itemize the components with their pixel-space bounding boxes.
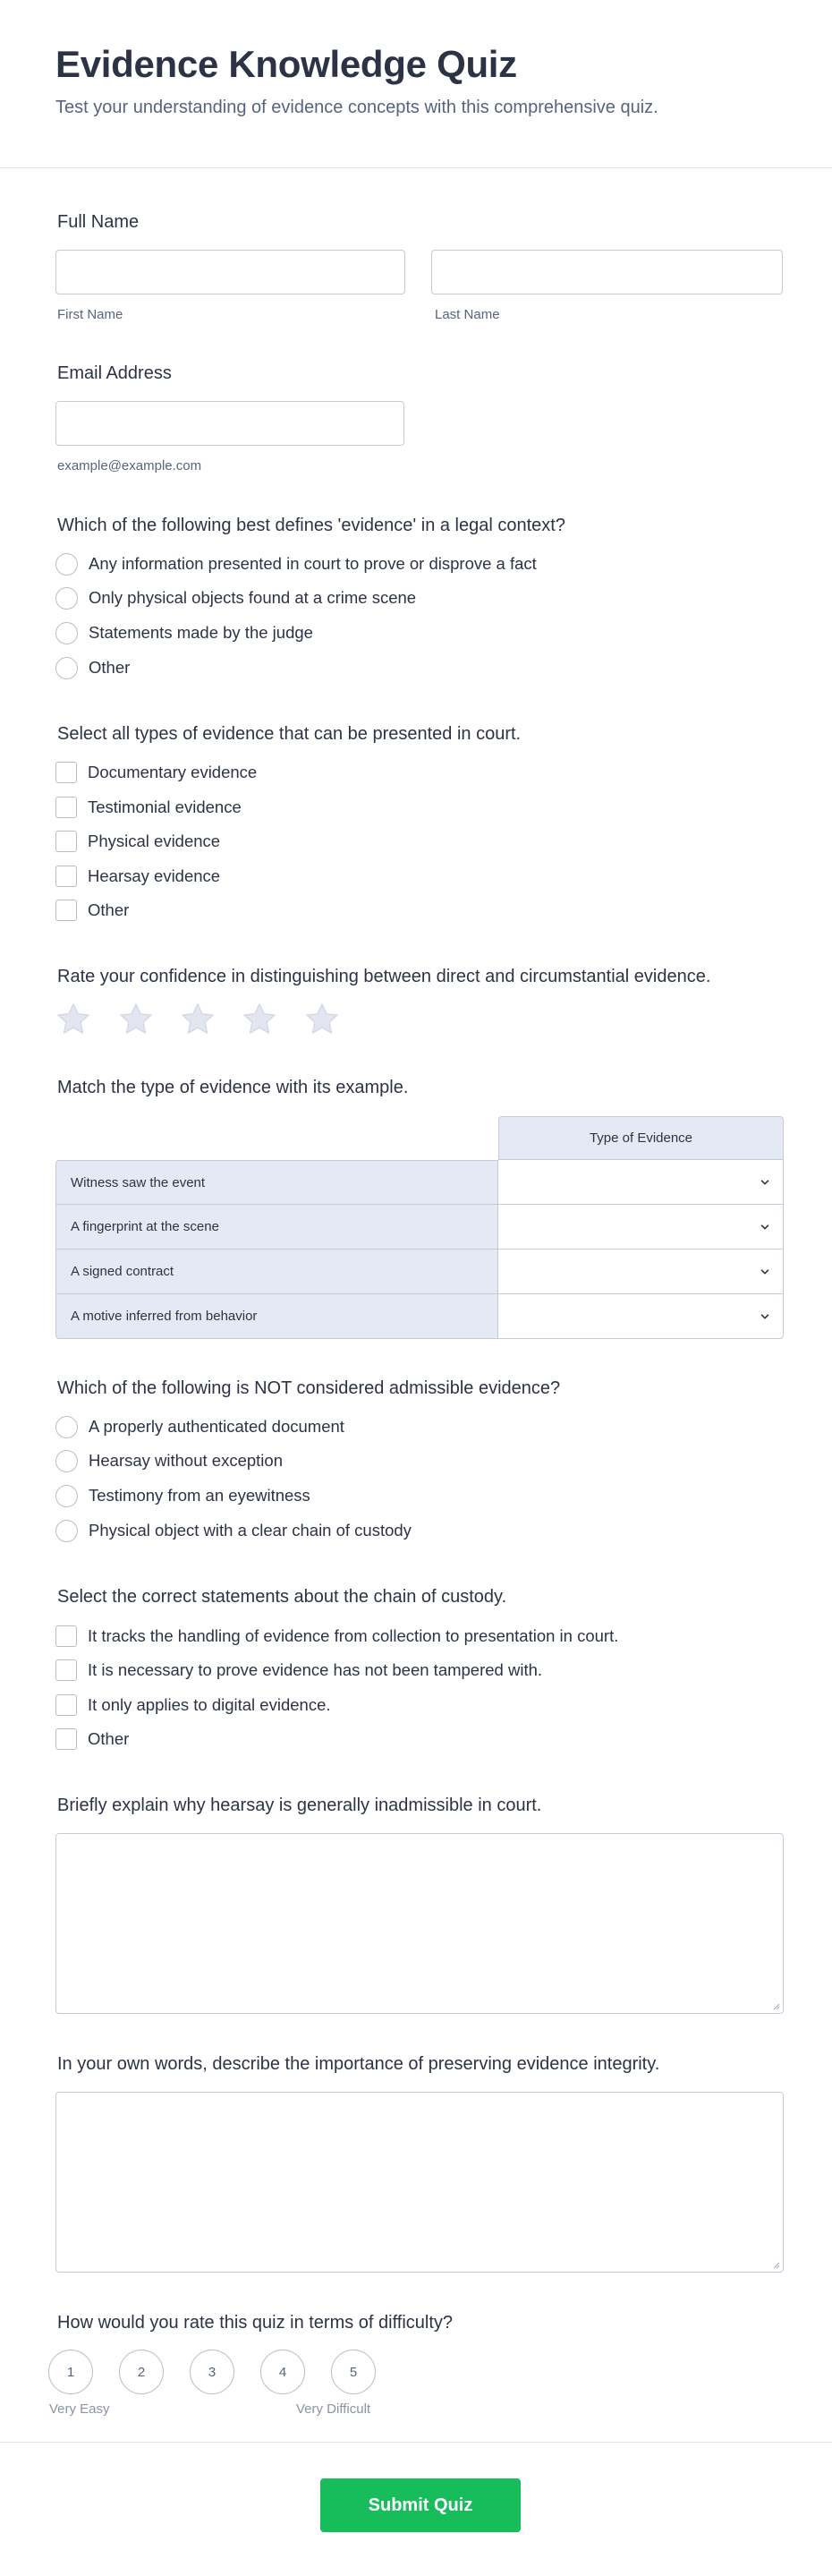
radio-option[interactable]: [55, 552, 537, 576]
checkbox[interactable]: [55, 1625, 77, 1647]
matrix-dropdown[interactable]: [498, 1160, 784, 1205]
resize-handle-icon[interactable]: [771, 2260, 780, 2269]
option-label: Documentary evidence: [88, 763, 258, 781]
checkbox-option[interactable]: [55, 1625, 618, 1648]
resize-handle-icon[interactable]: [771, 2001, 780, 2010]
matrix-row-label: A fingerprint at the scene: [55, 1205, 498, 1250]
checkbox-option[interactable]: [55, 1693, 331, 1717]
page-title: Evidence Knowledge Quiz: [55, 43, 517, 85]
star-icon[interactable]: [117, 1001, 155, 1038]
option-label: Hearsay without exception: [89, 1451, 283, 1470]
question-chain-of-custody: Select the correct statements about the chain of custody.: [57, 1587, 507, 1607]
chevron-down-icon: [760, 1177, 770, 1188]
radio-button[interactable]: [55, 622, 78, 644]
scale-option-1[interactable]: 1: [48, 2350, 93, 2394]
option-label: Other: [88, 1729, 130, 1748]
radio-button[interactable]: [55, 1416, 78, 1438]
question-integrity: In your own words, describe the importance of preserving evidence integrity.: [57, 2054, 660, 2074]
chevron-down-icon: [760, 1222, 770, 1233]
email-label: Email Address: [57, 363, 172, 383]
radio-button[interactable]: [55, 1485, 78, 1507]
checkbox-option[interactable]: [55, 865, 220, 888]
matrix-dropdown[interactable]: [498, 1205, 784, 1250]
matrix-dropdown[interactable]: [498, 1294, 784, 1339]
matrix-row-label: Witness saw the event: [55, 1160, 498, 1205]
first-name-input[interactable]: [55, 250, 405, 294]
question-confidence: Rate your confidence in distinguishing between direct and circumstantial evidence.: [57, 967, 711, 986]
checkbox-option[interactable]: [55, 796, 242, 819]
form-header: [0, 0, 832, 168]
matrix-row: [55, 1160, 784, 1205]
email-input[interactable]: [55, 401, 404, 446]
star-icon[interactable]: [179, 1001, 216, 1038]
checkbox-option[interactable]: [55, 899, 129, 922]
radio-button[interactable]: [55, 657, 78, 679]
checkbox[interactable]: [55, 1728, 77, 1750]
radio-button[interactable]: [55, 1520, 78, 1542]
full-name-label: Full Name: [57, 212, 140, 232]
checkbox[interactable]: [55, 900, 77, 921]
radio-option[interactable]: [55, 1449, 283, 1472]
checkbox[interactable]: [55, 1694, 77, 1716]
hearsay-textarea[interactable]: [55, 1833, 784, 2014]
option-label: Physical object with a clear chain of custody: [89, 1521, 412, 1540]
radio-option[interactable]: [55, 1484, 310, 1507]
option-label: Any information presented in court to prove or disprove a fact: [89, 554, 537, 573]
question-define-evidence: Which of the following best defines 'evidence' in a legal context?: [57, 516, 565, 535]
scale-min-caption: Very Easy: [49, 2401, 110, 2417]
radio-button[interactable]: [55, 1450, 78, 1472]
checkbox[interactable]: [55, 762, 77, 783]
option-label: It is necessary to prove evidence has not been tampered with.: [88, 1660, 543, 1679]
question-match-evidence: Match the type of evidence with its example.: [57, 1078, 409, 1097]
radio-option[interactable]: [55, 621, 313, 644]
radio-option[interactable]: [55, 1415, 344, 1438]
scale-max-caption: Very Difficult: [296, 2401, 371, 2417]
scale-option-4[interactable]: 4: [260, 2350, 305, 2394]
checkbox[interactable]: [55, 866, 77, 887]
question-admissible: Which of the following is NOT considered admissible evidence?: [57, 1378, 561, 1398]
checkbox-option[interactable]: [55, 1727, 129, 1751]
first-name-sublabel: First Name: [57, 307, 123, 322]
radio-button[interactable]: [55, 587, 78, 610]
option-label: It tracks the handling of evidence from collection to presentation in court.: [88, 1626, 619, 1645]
option-label: Hearsay evidence: [88, 866, 221, 885]
page-subtitle: Test your understanding of evidence concepts with this comprehensive quiz.: [55, 98, 658, 117]
matrix-row-label: A signed contract: [55, 1250, 498, 1294]
checkbox[interactable]: [55, 831, 77, 852]
star-icon[interactable]: [241, 1001, 278, 1038]
question-difficulty: How would you rate this quiz in terms of difficulty?: [57, 2313, 454, 2333]
star-icon[interactable]: [55, 1001, 92, 1038]
radio-option[interactable]: [55, 586, 416, 610]
checkbox[interactable]: [55, 797, 77, 818]
last-name-input[interactable]: [431, 250, 783, 294]
submit-button[interactable]: Submit Quiz: [320, 2478, 521, 2532]
chevron-down-icon: [760, 1311, 770, 1322]
matrix-dropdown[interactable]: [498, 1250, 784, 1294]
scale-option-3[interactable]: 3: [190, 2350, 234, 2394]
email-sublabel: example@example.com: [57, 458, 202, 473]
star-icon[interactable]: [303, 1001, 341, 1038]
matrix-row-label: A motive inferred from behavior: [55, 1294, 498, 1339]
matrix-row: [55, 1294, 784, 1339]
chevron-down-icon: [760, 1267, 770, 1277]
option-label: It only applies to digital evidence.: [88, 1695, 331, 1714]
last-name-sublabel: Last Name: [435, 307, 500, 322]
scale-option-2[interactable]: 2: [119, 2350, 164, 2394]
checkbox-option[interactable]: [55, 761, 257, 784]
scale-option-5[interactable]: 5: [331, 2350, 376, 2394]
checkbox-option[interactable]: [55, 1659, 542, 1682]
option-label: Physical evidence: [88, 832, 221, 850]
checkbox[interactable]: [55, 1659, 77, 1681]
integrity-textarea[interactable]: [55, 2092, 784, 2273]
option-label: A properly authenticated document: [89, 1417, 344, 1436]
radio-option[interactable]: [55, 1519, 412, 1542]
option-label: Other: [88, 900, 130, 919]
option-label: Only physical objects found at a crime scene: [89, 588, 417, 607]
radio-option[interactable]: [55, 656, 130, 679]
radio-button[interactable]: [55, 553, 78, 576]
option-label: Other: [89, 658, 131, 677]
question-evidence-types: Select all types of evidence that can be presented in court.: [57, 724, 522, 744]
matrix-row: [55, 1205, 784, 1250]
checkbox-option[interactable]: [55, 830, 220, 853]
question-hearsay: Briefly explain why hearsay is generally inadmissible in court.: [57, 1796, 542, 1815]
option-label: Testimonial evidence: [88, 798, 242, 816]
matrix-column-header: Type of Evidence: [498, 1116, 784, 1160]
option-label: Testimony from an eyewitness: [89, 1486, 310, 1505]
matrix-row: [55, 1250, 784, 1294]
option-label: Statements made by the judge: [89, 623, 313, 642]
